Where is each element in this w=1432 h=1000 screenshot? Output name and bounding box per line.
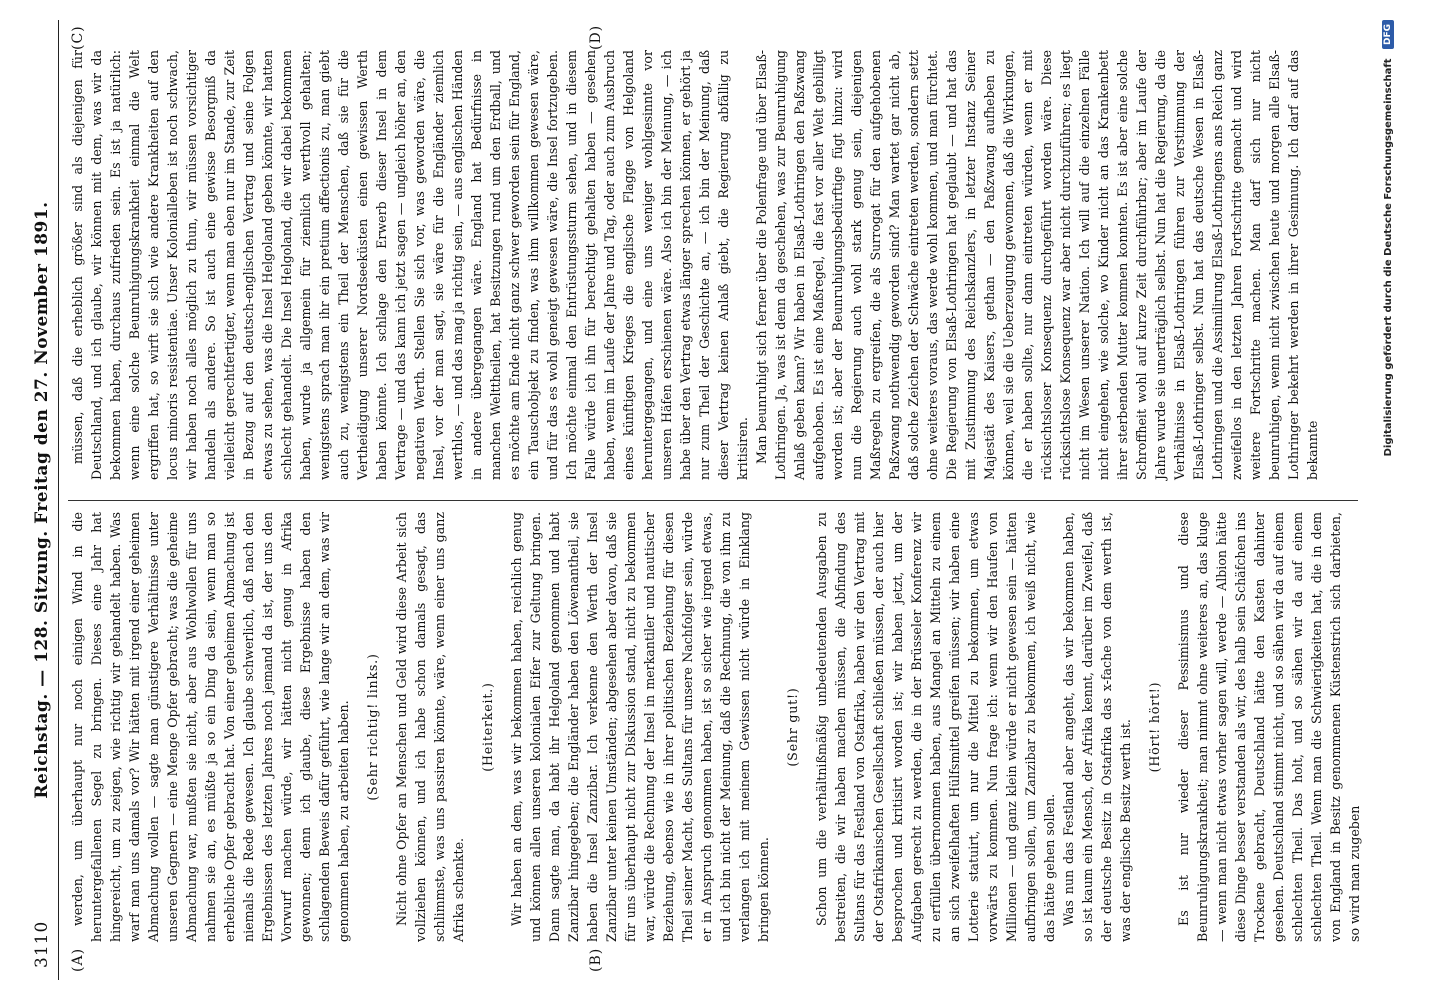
credit-text: Digitalisierung gefördert durch die Deutsche Forschungsgemeinschaft: [1383, 58, 1394, 457]
page-header: [18, 20, 59, 980]
paragraph: Es ist nur wieder dieser Pessimismus und diese Beunruhigungskrankheit; man nimmt ohne weiteres an, das kluge — wenn man nicht etwas vorher sagen will, werde — Albion hätte diese Dinge besser verstanden als wir, des halb sein Schäfchen ins Trockene gebracht, Deutschland hätte den Kasten dahinter gesehen. Deutschland stimmt nicht, und so sähen wir da auf einem schlechten Theil. Das holt, und so sähen wir da auf einem schlechten Theil. Wenn man die Schwierigkeiten hat, die in dem von England in Besitz genommenen Küstenstrich sich darbieten, so wird man zugeben: [1176, 512, 1362, 942]
margin-marker-b: (B): [588, 947, 604, 972]
paragraph: Nicht ohne Opfer an Menschen und Geld wird diese Arbeit sich vollziehen können, und ich habe schon damals gesagt, das schlimmste, was uns passiren könnte, wäre, wenn einer uns ganz Afrika schenkte.: [394, 512, 466, 942]
dfg-logo: DFG: [1382, 20, 1394, 49]
interjection: (Sehr richtig! links.): [365, 653, 380, 801]
running-head: Reichstag. — 128. Sitzung. Freitag den 27. November 1891.: [32, 201, 52, 799]
margin-marker-a: (A): [70, 947, 86, 972]
margin-marker-c: (C): [70, 25, 86, 50]
margin-marker-d: (D): [588, 24, 604, 50]
right-text-column: [68, 50, 1358, 480]
digitization-credit: [1382, 20, 1394, 980]
paragraph: Man beunruhigt sich ferner über die Polenfrage und über Elsaß-Lothringen. Ja, was ist denn da geschehen, was zur Beunruhigung Anlaß geben kann? Wir haben in Elsaß-Lothringen den Paßzwang aufgehoben. Es ist eine Maßregel, die fast vor aller Welt gebilligt worden ist; aber der Beunruhigungsbedürftige fügt hinzu: wird nun die Regierung auch wohl stark genug sein, diejenigen Maßregeln zu ergreifen, die als Surrogat für den aufgehobenen Paßzwang nothwendig geworden sind? Man wartet gar nicht ab, daß solche Zeichen der Schwäche eintreten werden, sondern setzt ohne weiteres voraus, das werde wohl kommen, und man fürchtet. Die Regierung von Elsaß-Lothringen hat geglaubt — und hat das mit Zustimmung des Reichskanzlers, in letzter Instanz Seiner Majestät des Kaisers, gethan — den Paßzwang aufheben zu können, weil sie die Ueberzeugung gewonnen, daß die Wirkungen, die er haben sollte, nur dann eintreten würden, wenn er mit rücksichtsloser Konsequenz durchgeführt worden wäre. Diese rücksichtslose Konsequenz war aber nicht durchzuführen; es liegt nicht im Wesen unserer Nation. Ich will auf die einzelnen Fälle nicht eingehen, wie solche, wo Kinder nicht an das Krankenbett ihrer sterbenden Mutter kommen konnten. Es ist aber eine solche Schroffheit wohl auf kurze Zeit durchführbar; aber im Laufe der Jahre wurde sie unerträglich selbst. Nun hat die Regierung, da die Verhältnisse in Elsaß-Lothringen führen zur Verstimmung der Elsaß-Lothringer selbst. Nun hat das deutsche Wesen in Elsaß-Lothringen und die Assimilirung Elsaß-Lothringens ans Reich ganz zweifellos in den letzten Jahren Fortschritte gemacht und wird weitere Fortschritte machen. Man darf sich nur nicht beunruhigen, wenn nicht zwischen heute und morgen alle Elsaß-Lothringer bekehrt werden in ihrer Gesinnung. Ich darf auf das bekannte: [754, 50, 1320, 480]
paragraph: müssen, daß die erheblich größer sind als diejenigen für Deutschland, und ich glaube, wir können mit dem, was wir da bekommen haben, durchaus zufrieden sein. Es ist ja natürlich: wenn eine solche Beunruhigungskrankheit einmal die Welt ergriffen hat, so wirft sie sich wie andere Krankheiten auf den locus minoris resistentiae. Unser Kolonialleben ist noch schwach, wir haben noch alles möglich zu thun, wir müssen vorsichtiger handeln als andere. So ist auch eine gewisse Besorgniß da vielleicht gerechtfertigter, wenn man eben nur im Stande, zur Zeit in Bezug auf den deutsch-englischen Vertrag und seine Folgen etwas zu sehen, was die Insel Helgoland geben könnte, wir hatten schlecht gehandelt. Die Insel Helgoland, die wir dabei bekommen haben, wurde ja allgemein für ziemlich werthvoll gehalten; wenigstens sprach man ihr ein pretium affectionis zu, man giebt auch zu, wenigstens ein Theil der Menschen, daß sie für die Vertheidigung unserer Nordseeküsten einen gewissen Werth haben könnte. Ich schlage den Erwerb dieser Insel in dem Vertrage — und das kann ich jetzt sagen — ungleich höher an, den negativen Werth. Stellen Sie sich vor, was geworden wäre, die Insel, vor der man sagt, sie wäre für die Engländer ziemlich werthlos, — und das mag ja richtig sein, — aus englischen Händen in andere übergegangen wäre. England hat Bedürfnisse in manchen Welttheilen, hat Besitzungen rund um den Erdball, und es möchte am Ende nicht ganz schwer geworden sein für England, ein Tauschobjekt zu finden, was ihm willkommen gewesen wäre, und für das es wohl geneigt gewesen wäre, die Insel fortzugeben. Ich möchte einmal den Entrüstungssturm sehen, und in diesem Falle würde ich ihn für berechtigt gehalten haben — gesehen haben, wenn im Laufe der Jahre und Tag, oder auch zum Ausbruch eines künftigen Krieges die englische Flagge von Helgoland heruntergegangen, und eine uns weniger wohlgesinnte vor unseren Häfen erschienen wäre. Also ich bin der Meinung, — ich habe über den Vertrag etwas länger sprechen können, er gehört ja nur zum Theil der Geschichte an, — ich bin der Meinung, daß dieser Vertrag keinen Anlaß giebt, die Regierung abfällig zu kritisiren.: [70, 50, 750, 480]
page-number: 3110: [32, 920, 52, 968]
paragraph: Wir haben an dem, was wir bekommen haben, reichlich genug und können allen unseren kolonialen Eifer zur Geltung bringen. Dann sagte man, da habt ihr Helgoland genommen und habt Zanzibar hingegeben; die Engländer haben den Löwenantheil, sie haben die Insel Zanzibar. Ich verkenne den Werth der Insel Zanzibar unter keinen Umständen; abgesehen aber davon, daß sie für uns überhaupt nicht zur Diskussion stand, nicht zu bekommen war, würde die Rechnung der Insel in merkantiler und nautischer Beziehung, ebenso wie in ihrer politischen Beziehung für diesen Theil seiner Macht, des Sultans für unsere Nachfolger sein, würde er in Anspruch genommen haben, ist so sicher wie irgend etwas, und ich bin nicht der Meinung, daß die Rechnung, die von ihm zu verlangen ich mit meinem Gewissen nicht würde in Einklang bringen können.: [509, 512, 771, 942]
paragraph: werden, um überhaupt nur noch einigen Wind in die heruntergefallenen Segel zu bringen. Dieses eine Jahr hat hingereicht, um zu zeigen, wie richtig wir gehandelt haben. Was warf man uns damals vor? Wir hätten mit irgend einer geheimen Abmachung wollen — sagte man günstigere Verhältnisse unter unseren Gegnern — eine Menge Opfer gebracht; was die geheime Abmachung war, mußten sie nicht, aber aus Wohlwollen für uns nahmen sie an, es müßte ja so ein Ding da sein, wenn man so erhebliche Opfer gebracht hat. Von einer geheimen Abmachung ist niemals die Rede gewesen. Ich glaube schwerlich, daß nach den Ergebnissen des letzten Jahres noch jemand da ist, der uns den Vorwurf machen würde, wir hätten nicht genug in Afrika gewonnen; denn ich glaube, diese Ergebnisse haben den schlagenden Beweis dafür geführt, wie lange wir an dem, was wir genommen haben, zu arbeiten haben.: [70, 512, 351, 942]
document-page: [8, 20, 1408, 980]
left-text-column: [68, 512, 1362, 942]
column-divider: [68, 500, 1358, 501]
paragraph: Schon um die verhältnißmäßig unbedeutenden Ausgaben zu bestreiten, die wir haben machen müssen, die Abfindung des Sultans für das Festland von Ostafrika, haben wir den Vertrag mit der Ostafrikanischen Gesellschaft schließen müssen, der auch hier besprochen und kritisirt worden ist; wir haben jetzt, um der Aufgaben gerecht zu werden, die in der Brüsseler Konferenz wir zu erfüllen übernommen haben, aus Mangel an Mitteln zu einem an sich zweifelhaften Hülfsmittel greifen müssen; wir haben eine Lotterie statuirt, um nur die Mittel zu bekommen, um etwas vorwärts zu kommen. Nun frage ich: wenn wir den Haufen von Millionen — und ganz klein würde er nicht gewesen sein — hätten aufbringen sollen, um Zanzibar zu bekommen, ich weiß nicht, wie das hätte gehen sollen.: [814, 512, 1057, 942]
interjection: (Hört! hört!): [1147, 681, 1162, 773]
interjection: (Heiterkeit.): [480, 682, 495, 772]
interjection: (Sehr gut!): [785, 687, 800, 767]
paragraph: Was nun das Festland aber angeht, das wir bekommen haben, so ist kaum ein Mensch, der Afrika kennt, darüber im Zweifel, daß der deutsche Besitz in Ostafrika das x-fache von dem werth ist, was der englische Besitz werth ist.: [1061, 512, 1133, 942]
